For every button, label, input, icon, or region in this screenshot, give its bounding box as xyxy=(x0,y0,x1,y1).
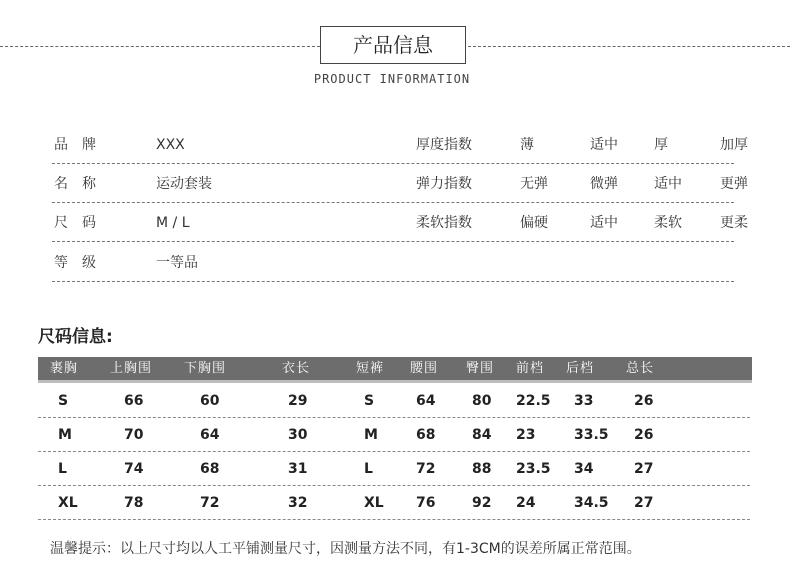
table-cell: 68 xyxy=(200,461,220,477)
table-cell: 80 xyxy=(472,393,492,409)
index-option: 偏硬 xyxy=(520,215,548,231)
index-option: 厚 xyxy=(654,137,668,153)
table-cell: 70 xyxy=(124,427,144,443)
index-option: 适中 xyxy=(654,176,682,192)
table-cell: M xyxy=(58,427,72,443)
info-row-name xyxy=(52,165,748,203)
table-cell: L xyxy=(364,461,373,477)
footer-note: 温馨提示：以上尺寸均以人工平铺测量尺寸，因测量方法不同，有1-3CM的误差所属正常范围。 xyxy=(50,541,641,557)
table-cell: 33.5 xyxy=(574,427,609,443)
page-subtitle: PRODUCT INFORMATION xyxy=(313,72,471,86)
column-header: 后档 xyxy=(566,361,595,376)
column-header: 总长 xyxy=(626,361,655,376)
index-option: 更弹 xyxy=(720,176,748,192)
table-row xyxy=(38,418,750,452)
table-cell: S xyxy=(364,393,375,409)
info-value: M / L xyxy=(156,215,190,231)
table-cell: 78 xyxy=(124,495,144,511)
index-option: 适中 xyxy=(590,215,618,231)
table-cell: 27 xyxy=(634,461,654,477)
info-label: 尺码 xyxy=(54,215,110,231)
info-row-brand xyxy=(52,126,748,164)
table-cell: 34 xyxy=(574,461,594,477)
column-header: 短裤 xyxy=(356,361,385,376)
table-cell: 23.5 xyxy=(516,461,551,477)
row-divider xyxy=(52,281,734,282)
table-cell: 23 xyxy=(516,427,536,443)
table-cell: 84 xyxy=(472,427,492,443)
size-section-heading: 尺码信息: xyxy=(38,327,113,347)
table-cell: 31 xyxy=(288,461,308,477)
table-cell: 76 xyxy=(416,495,436,511)
table-row xyxy=(38,486,750,520)
table-cell: XL xyxy=(364,495,384,511)
index-option: 薄 xyxy=(520,137,534,153)
info-row-grade xyxy=(52,244,734,282)
table-cell: 60 xyxy=(200,393,220,409)
table-cell: 72 xyxy=(416,461,436,477)
table-cell: S xyxy=(58,393,69,409)
index-label: 厚度指数 xyxy=(416,137,472,153)
table-cell: L xyxy=(58,461,67,477)
info-value: 一等品 xyxy=(156,255,198,271)
size-table-header xyxy=(38,357,752,383)
index-option: 更柔 xyxy=(720,215,748,231)
table-cell: 26 xyxy=(634,393,654,409)
dashed-line-left xyxy=(0,46,320,47)
table-row xyxy=(38,452,750,486)
table-cell: 92 xyxy=(472,495,492,511)
table-cell: 74 xyxy=(124,461,144,477)
row-divider xyxy=(38,519,750,520)
info-label: 等级 xyxy=(54,255,110,271)
info-label: 名称 xyxy=(54,176,110,192)
dashed-line-right xyxy=(468,46,790,47)
table-cell: 22.5 xyxy=(516,393,551,409)
table-cell: 33 xyxy=(574,393,594,409)
column-header: 裹胸 xyxy=(50,361,79,376)
table-cell: 34.5 xyxy=(574,495,609,511)
column-header: 衣长 xyxy=(282,361,311,376)
table-cell: 64 xyxy=(416,393,436,409)
column-header: 腰围 xyxy=(410,361,439,376)
column-header: 前档 xyxy=(516,361,545,376)
index-label: 柔软指数 xyxy=(416,215,472,231)
table-cell: XL xyxy=(58,495,78,511)
row-divider xyxy=(52,241,734,242)
table-cell: 30 xyxy=(288,427,308,443)
column-header: 下胸围 xyxy=(184,361,227,376)
table-cell: 27 xyxy=(634,495,654,511)
table-row xyxy=(38,384,750,418)
table-cell: M xyxy=(364,427,378,443)
info-row-size xyxy=(52,204,748,242)
table-cell: 64 xyxy=(200,427,220,443)
row-divider xyxy=(52,202,734,203)
index-option: 适中 xyxy=(590,137,618,153)
index-option: 柔软 xyxy=(654,215,682,231)
info-value: XXX xyxy=(156,137,185,153)
row-divider xyxy=(52,163,734,164)
info-label: 品牌 xyxy=(54,137,110,153)
table-cell: 72 xyxy=(200,495,220,511)
info-value: 运动套装 xyxy=(156,176,212,192)
column-header: 臀围 xyxy=(466,361,495,376)
column-header: 上胸围 xyxy=(110,361,153,376)
table-cell: 29 xyxy=(288,393,308,409)
table-cell: 24 xyxy=(516,495,536,511)
table-cell: 68 xyxy=(416,427,436,443)
index-option: 无弹 xyxy=(520,176,548,192)
table-cell: 88 xyxy=(472,461,492,477)
table-cell: 26 xyxy=(634,427,654,443)
page-title: 产品信息 xyxy=(320,26,466,64)
index-option: 微弹 xyxy=(590,176,618,192)
index-label: 弹力指数 xyxy=(416,176,472,192)
index-option: 加厚 xyxy=(720,137,748,153)
table-cell: 32 xyxy=(288,495,308,511)
table-cell: 66 xyxy=(124,393,144,409)
